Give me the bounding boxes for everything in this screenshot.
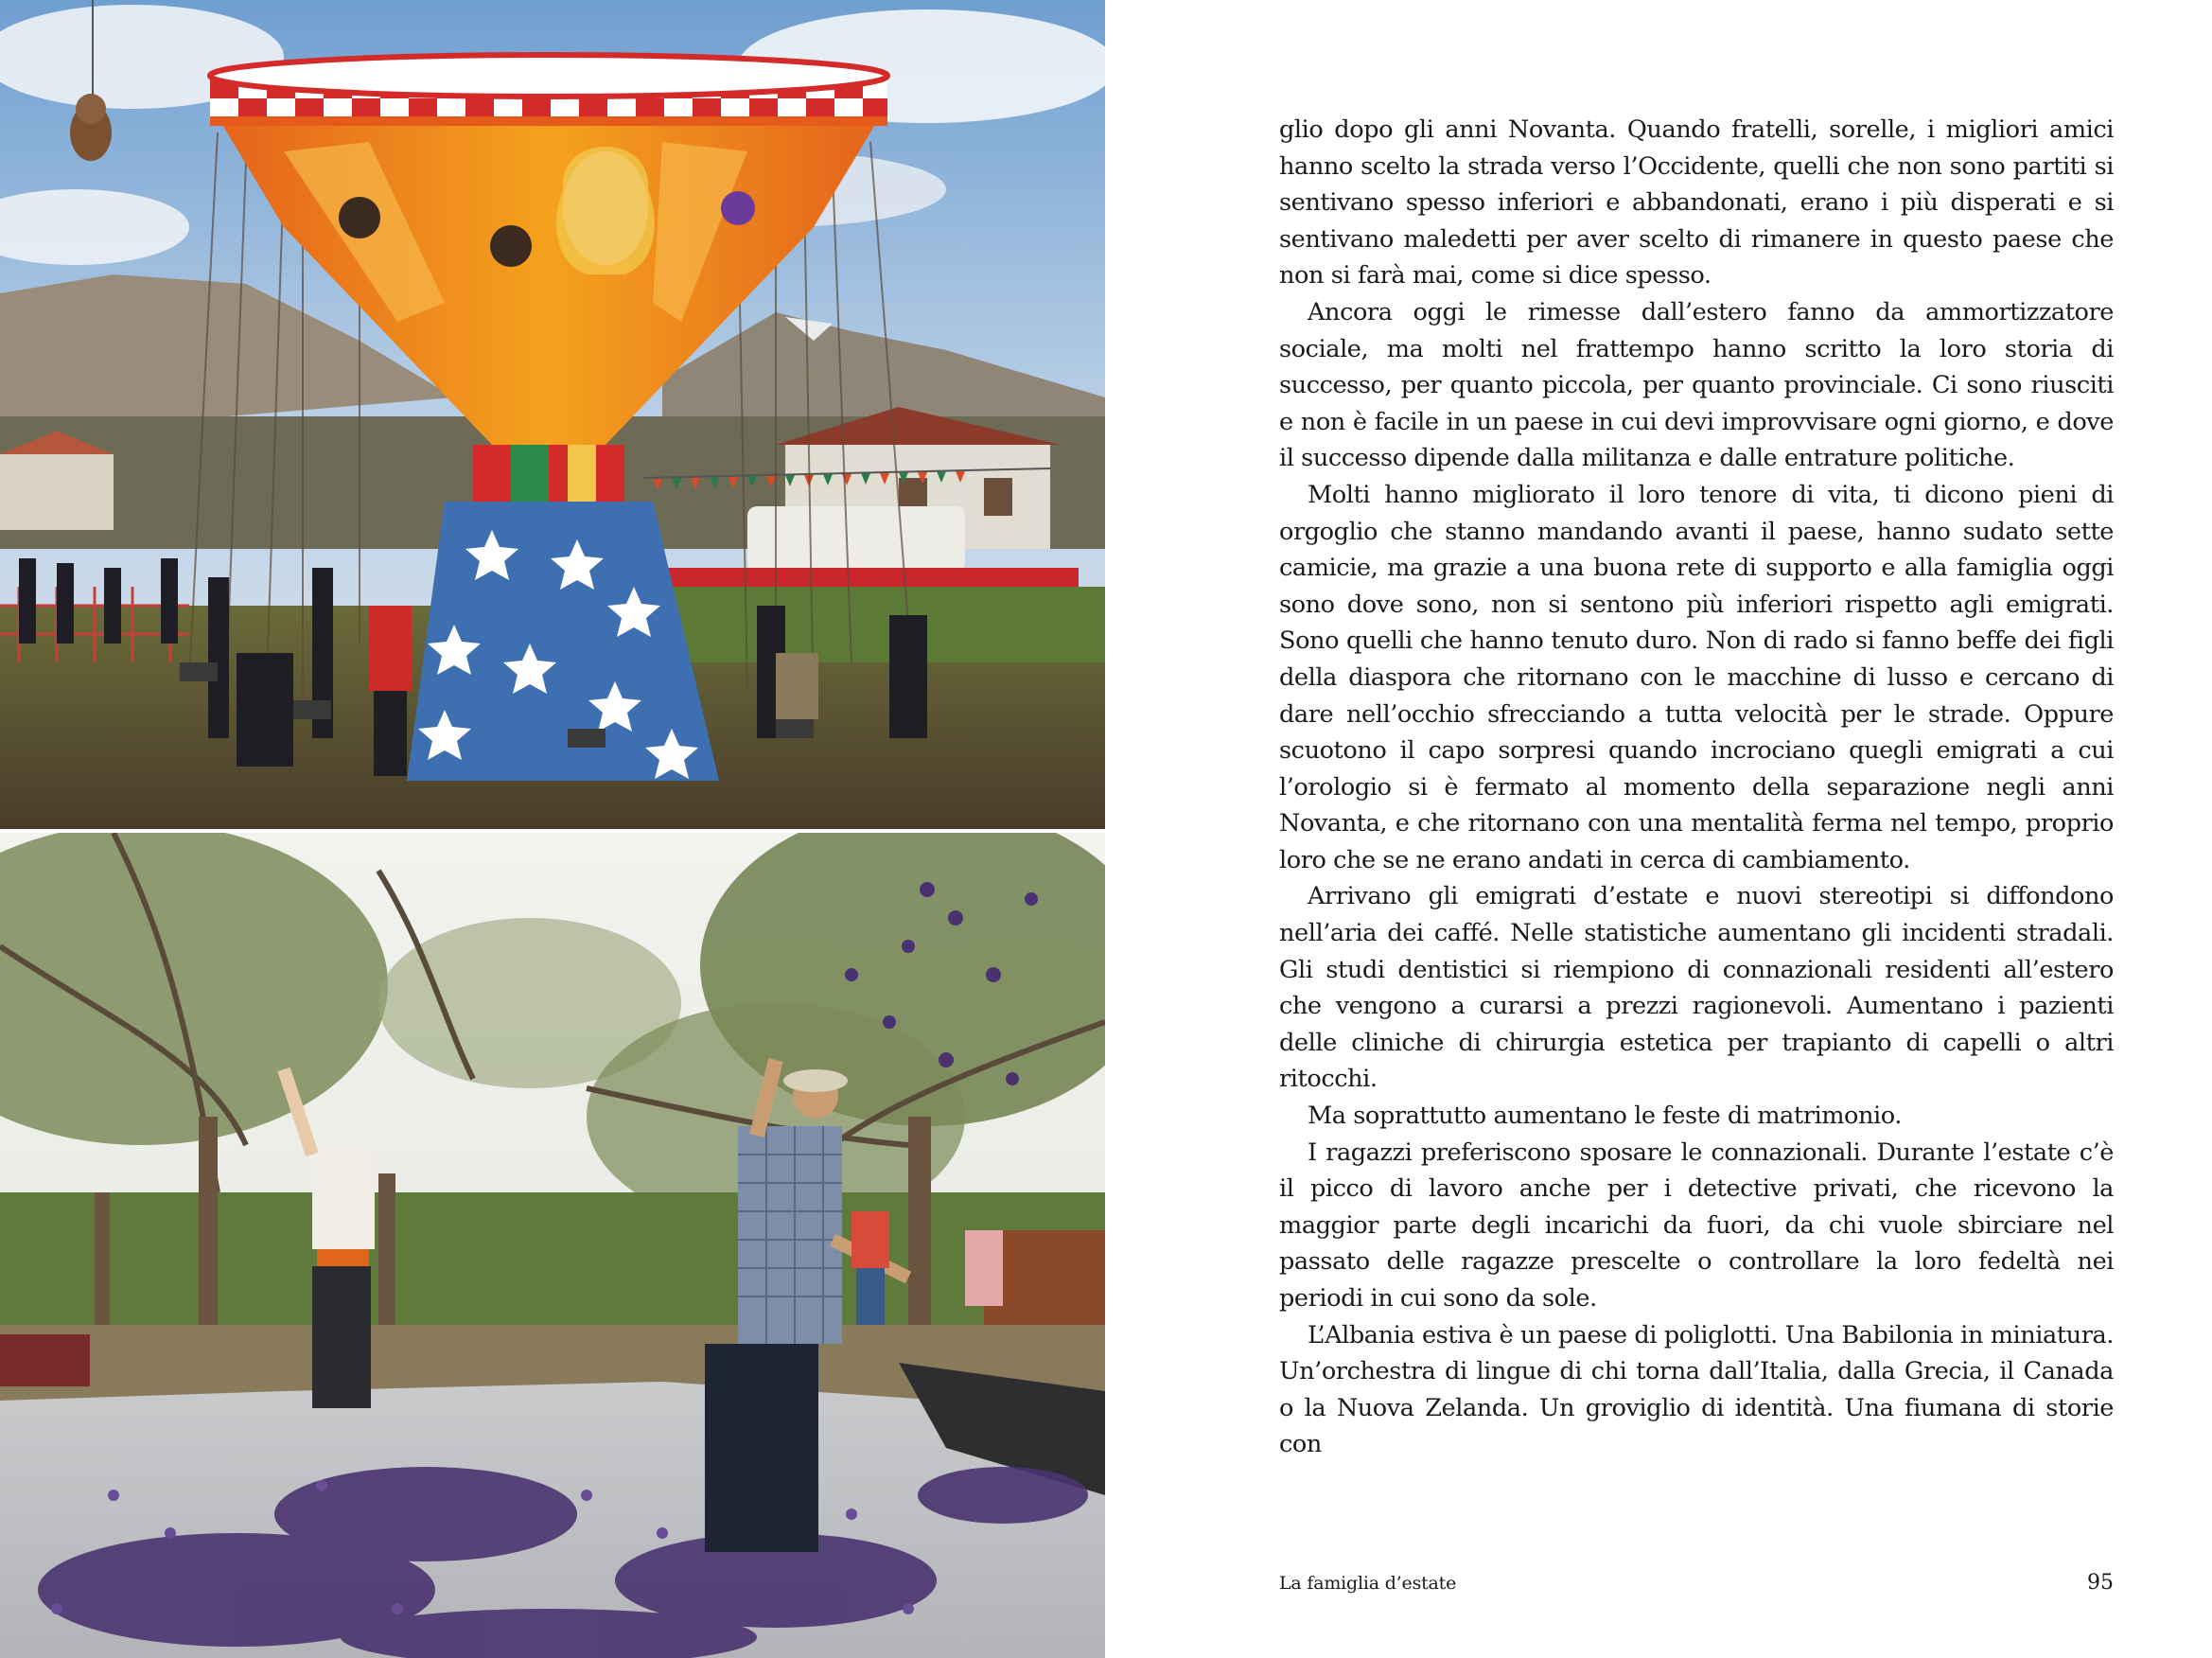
paragraph-1: glio dopo gli anni Novanta. Quando fratelli, sorelle, i migliori amici hanno scelto la strada verso l’Occidente, quelli che non sono partiti si sentivano spesso inferiori e abbandonati, erano i più disperati e si sentivano maledetti per aver scelto di rimanere in questo paese che non si farà mai, come si dice spesso. — [1279, 115, 2114, 291]
paragraph-3: Molti hanno migliorato il loro tenore di vita, ti dicono pieni di orgoglio che stanno mandando avanti il paese, hanno sudato sette camicie, ma grazie a una buona rete di supporto e alla famiglia oggi sono dove sono, non si sentono più inferiori rispetto agli emigrati. Sono quelli che hanno tenuto duro. Non di rado si fanno beffe dei figli della diaspora che ritornano con le macchine di lusso e cercano di dare nell’occhio sfrecciando a tutta velocità per le strade. Oppure scuotono il capo sorpresi quando incrociano quegli emigrati a cui l’orologio si è fermato al momento della separazione negli anni Novanta, e che ritornano con una mentalità ferma nel tempo, proprio loro che se ne erano andati in cerca di cambiamento. — [1279, 480, 2114, 874]
paragraph-6: I ragazzi preferiscono sposare le connazionali. Durante l’estate c’è il picco di lavoro anche per i detective privati, che ricevono la maggior parte degli incarichi da fuori, da chi vuole sbirciare nel passato delle ragazze prescelte o controllare la loro fedeltà nei periodi in cui sono da sole. — [1279, 1138, 2114, 1313]
page-number: 95 — [2087, 1571, 2114, 1595]
plum-harvest-photo — [0, 833, 1105, 1658]
paragraph-7: L’Albania estiva è un paese di poliglotti. Una Babilonia in miniatura. Un’orchestra di lingue di chi torna dall’Italia, dalla Grecia, il Canada o la Nuova Zelanda. Un groviglio di identità. Una fiumana di storie con — [1279, 1320, 2114, 1459]
body-text — [1279, 112, 2114, 1463]
running-footer-title: La famiglia d’estate — [1279, 1573, 1457, 1594]
paragraph-5: Ma soprattutto aumentano le feste di matrimonio. — [1308, 1102, 1902, 1131]
paragraph-4: Arrivano gli emigrati d’estate e nuovi stereotipi si diffondono nell’aria dei caffé. Nelle statistiche aumentano gli incidenti stradali. Gli studi dentistici si riempiono di connazionali residenti all’estero che vengono a curarsi a prezzi ragionevoli. Aumentano i pazienti delle cliniche di chirurgia estetica per trapianto di capelli o altri ritocchi. — [1279, 882, 2114, 1094]
plum-harvest-illustration — [0, 833, 1105, 1658]
carousel-photo — [0, 0, 1105, 829]
carousel-photo-illustration — [0, 0, 1105, 829]
paragraph-2: Ancora oggi le rimesse dall’estero fanno da ammortizzatore sociale, ma molti nel frattempo hanno scritto la loro storia di successo, per quanto piccola, per quanto provinciale. Ci sono riusciti e non è facile in un paese in cui devi improvvisare ogni giorno, e dove il successo dipende dalla militanza e dalle entrature politiche. — [1279, 297, 2114, 473]
